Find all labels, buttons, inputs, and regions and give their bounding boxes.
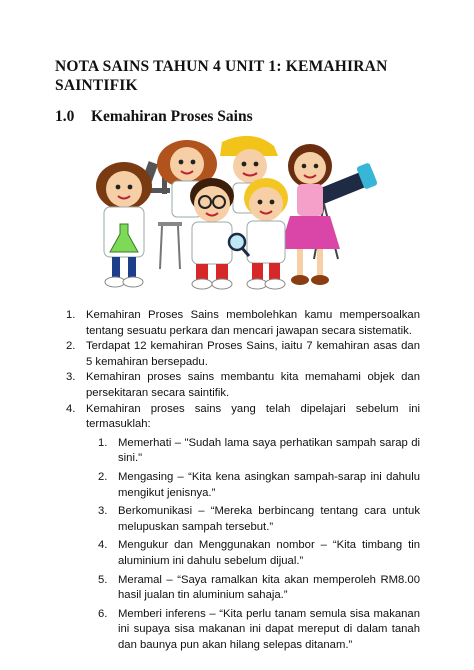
sub-list-number: 1. <box>98 436 108 449</box>
child-boy-with-glasses <box>190 178 234 289</box>
list-item <box>66 370 420 401</box>
list-number: 4. <box>66 402 76 415</box>
list-text: Terdapat 12 kemahiran Proses Sains, iaitu 7 kemahiran asas dan 5 kemahiran bersepadu. <box>86 340 420 368</box>
list-number: 1. <box>66 309 76 321</box>
sub-list-number: 3. <box>98 505 108 518</box>
list-number: 2. <box>66 340 76 353</box>
list-text: Kemahiran proses sains membantu kita memahami objek dan persekitaran secara saintifik. <box>86 371 420 399</box>
list-number: 3. <box>66 371 76 384</box>
sub-list-text: Berkomunikasi – “Mereka berbincang tentang cara untuk melupuskan sampah tersebut.” <box>118 505 420 533</box>
sub-list-number: 2. <box>98 470 108 483</box>
child-girl-blonde <box>244 178 288 289</box>
skills-list <box>66 308 420 653</box>
section-number: 1.0 <box>55 108 75 125</box>
section-title: Kemahiran Proses Sains <box>91 108 253 125</box>
sub-list-text: Mengukur dan Menggunakan nombor – “Kita timbang tin aluminium ini dahulu sebelum dijual.” <box>118 539 420 567</box>
sub-list-text: Memberi inferens – “Kita perlu tanam semula sisa makanan ini supaya sisa makanan ini dapat mereput di dalam tanah dan baunya pun akan hilang selepas ditanam.” <box>118 607 420 651</box>
sub-list-number: 4. <box>98 539 108 552</box>
sub-list <box>66 436 420 654</box>
sub-list-item <box>66 538 420 569</box>
sub-list-item <box>66 436 420 467</box>
children-scientists-illustration <box>92 134 384 296</box>
sub-list-text: Mengasing – “Kita kena asingkan sampah-sarap ini dahulu mengikut jenisnya.” <box>118 470 420 499</box>
sub-list-text: Memerhati – "Sudah lama saya perhatikan sampah sarap di sini." <box>118 436 420 465</box>
list-text: Kemahiran Proses Sains membolehkan kamu mempersoalkan tentang sesuatu perkara dan mencari jawapan secara sistematik. <box>86 309 420 337</box>
child-girl-pink-skirt <box>280 144 340 285</box>
sub-list-number: 6. <box>98 607 108 620</box>
sub-list-item <box>66 470 420 501</box>
sub-list-number: 5. <box>98 573 108 586</box>
list-item <box>66 308 420 339</box>
list-text: Kemahiran proses sains yang telah dipelajari sebelum ini termasuklah: <box>86 402 420 431</box>
sub-list-item <box>66 607 420 654</box>
child-girl-with-flask <box>96 162 152 287</box>
list-item <box>66 402 420 433</box>
sub-list-text: Meramal – “Saya ramalkan kita akan memperoleh RM8.00 hasil jualan tin aluminium sahaja.” <box>118 573 420 602</box>
document-title: NOTA SAINS TAHUN 4 UNIT 1: KEMAHIRAN SAINTIFIK <box>55 58 388 94</box>
sub-list-item <box>66 573 420 604</box>
list-item <box>66 339 420 370</box>
section-heading <box>55 108 253 126</box>
sub-list-item <box>66 504 420 535</box>
